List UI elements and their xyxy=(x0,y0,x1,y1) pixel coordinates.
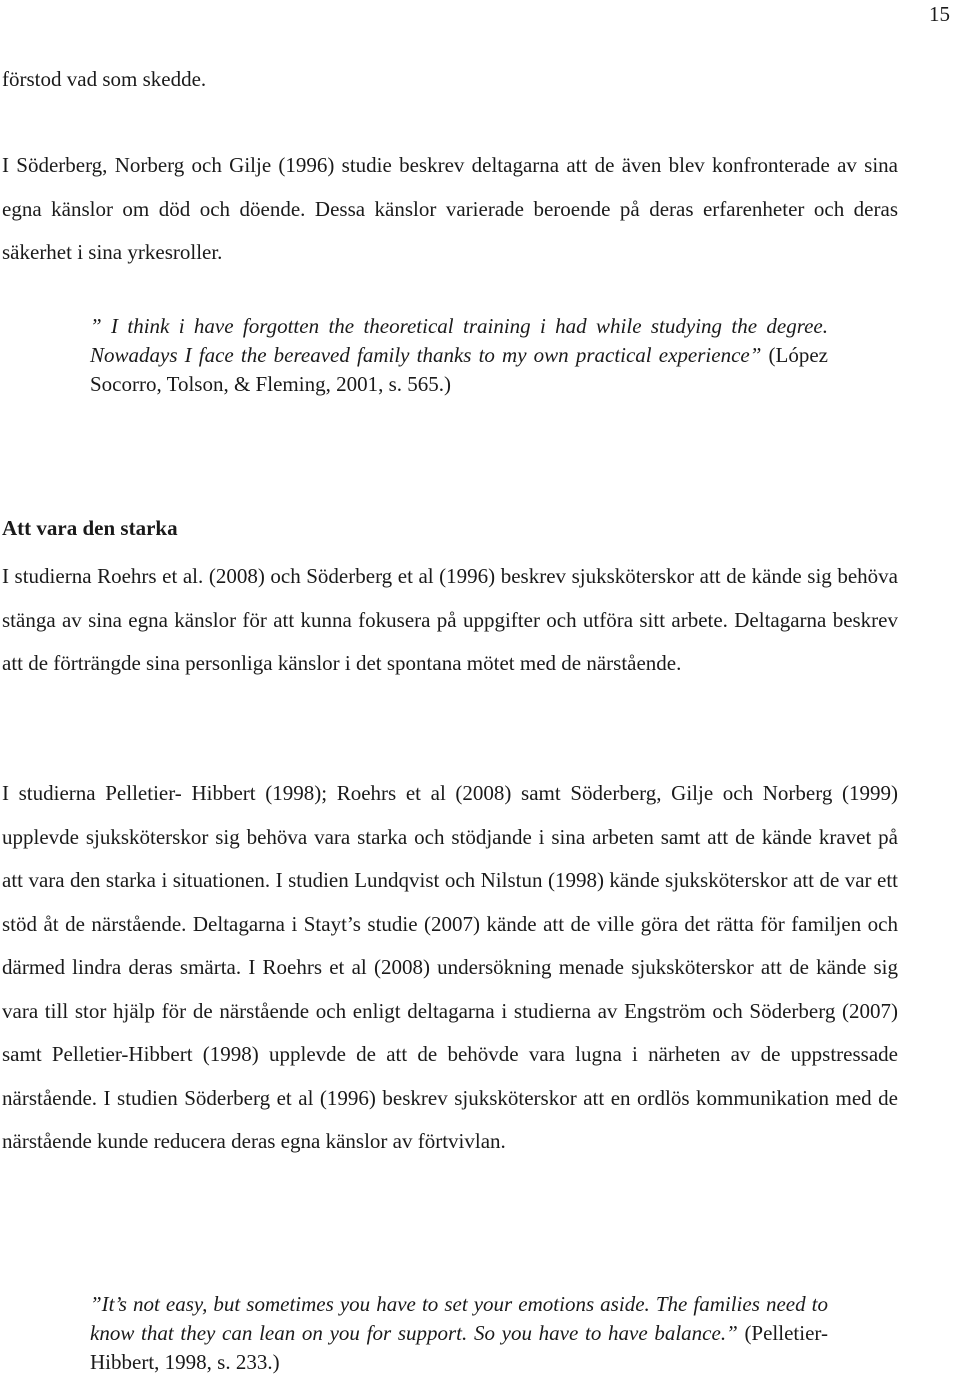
quote-text: ”It’s not easy, but sometimes you have to set your emotions aside. The families need to know that they can lean on you for support. So you have to have balance.” xyxy=(90,1292,828,1345)
paragraph-intro-end: förstod vad som skedde. xyxy=(2,67,207,91)
paragraph-soderberg-1996: I Söderberg, Norberg och Gilje (1996) studie beskrev deltagarna att de även blev konfronterade av sina egna känslor om död och döende. Dessa känslor varierade beroende på deras erfarenheter och deras säkerhet i sina yrkesroller. xyxy=(2,153,898,264)
page-number: 15 xyxy=(929,2,950,26)
quote-citation: (Pelletier-Hibbert, 1998, s. 233.) xyxy=(90,1321,828,1374)
paragraph-roehrs-soderberg: I studierna Roehrs et al. (2008) och Söderberg et al (1996) beskrev sjuksköterskor att de kände sig behöva stänga av sina egna känslor för att kunna fokusera på uppgifter och utföra sitt arbete. Deltagarna beskrev att de förträngde sina personliga känslor i det spontana mötet med de närstående. xyxy=(2,564,898,675)
quote-citation: (López Socorro, Tolson, & Fleming, 2001, s. 565.) xyxy=(90,343,828,396)
section-heading: Att vara den starka xyxy=(2,516,178,540)
quote-lopez-socorro xyxy=(90,312,828,399)
quote-text: ” I think i have forgotten the theoretical training i had while studying the degree. Nowadays I face the bereaved family thanks to my own practical experience” xyxy=(90,314,828,367)
paragraph-pelletier-hibbert: I studierna Pelletier- Hibbert (1998); Roehrs et al (2008) samt Söderberg, Gilje och Norberg (1999) upplevde sjuksköterskor sig behöva vara starka och stödjande i sina arbeten samt att de kände kravet på att vara den starka i situationen. I studien Lundqvist och Nilstun (1998) kände sjuksköterskor att de var ett stöd åt de närstående. Deltagarna i Stayt’s studie (2007) kände att de ville göra det rätta för familjen och därmed lindra deras smärta. I Roehrs et al (2008) undersökning menade sjuksköterskor att de kände sig vara till stor hjälp för de närstående och enligt deltagarna i studierna av Engström och Söderberg (2007) samt Pelletier-Hibbert (1998) upplevde de att de behövde vara lugna i närheten av de uppstressade närstående. I studien Söderberg et al (1996) beskrev sjuksköterskor att en ordlös kommunikation med de närstående kunde reducera deras egna känslor av förtvivlan. xyxy=(2,781,898,1153)
quote-pelletier-hibbert xyxy=(90,1290,828,1377)
